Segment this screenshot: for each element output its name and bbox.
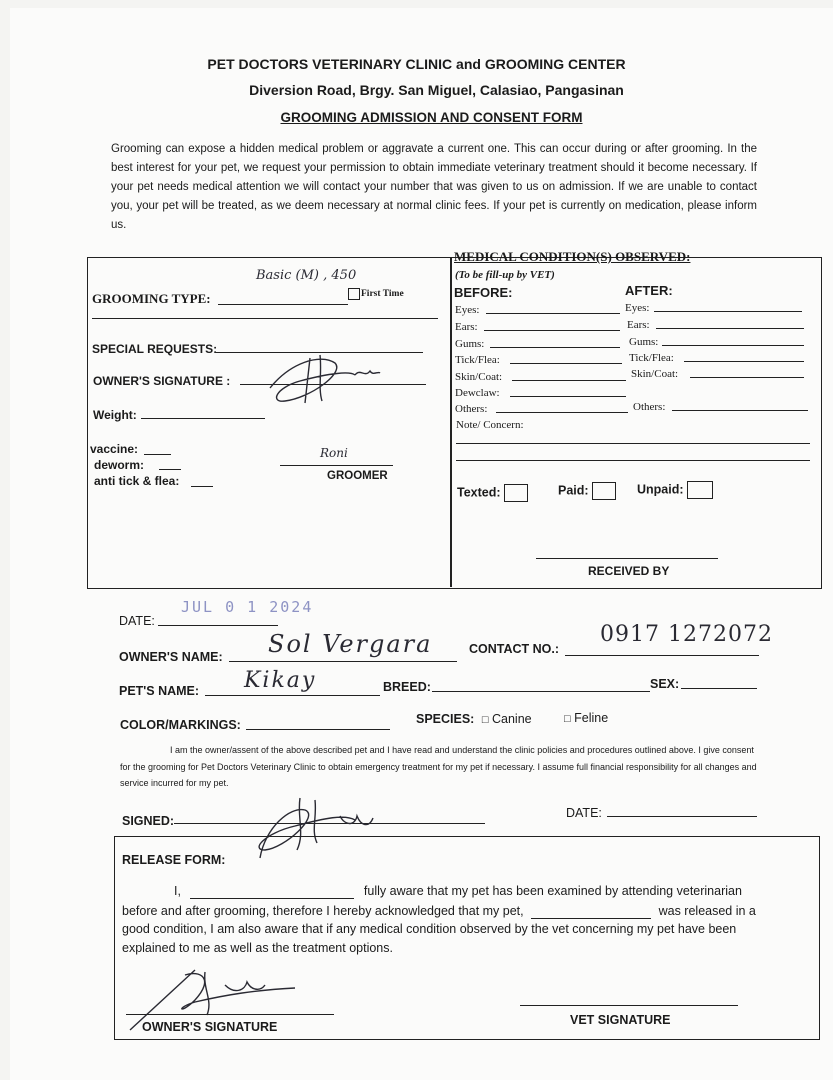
form-title: GROOMING ADMISSION AND CONSENT FORM bbox=[280, 110, 583, 125]
texted-field bbox=[457, 484, 528, 502]
before-skincoat-line[interactable] bbox=[512, 380, 626, 381]
feline-option: Feline bbox=[574, 711, 609, 725]
note-line-2[interactable] bbox=[456, 460, 810, 461]
date-label: DATE: bbox=[119, 614, 155, 628]
grooming-type-value: Basic (M) , 450 bbox=[256, 268, 357, 283]
deworm-line[interactable] bbox=[159, 469, 181, 470]
after-tickflea-label: Tick/Flea: bbox=[629, 352, 674, 364]
release-text-4: was released in a bbox=[658, 904, 756, 918]
grooming-type-line[interactable] bbox=[218, 304, 348, 305]
intro-paragraph bbox=[111, 140, 757, 235]
release-text-1: I, bbox=[174, 884, 181, 898]
before-gums-line[interactable] bbox=[490, 347, 620, 348]
received-by-line[interactable] bbox=[536, 558, 718, 559]
after-ears-label: Ears: bbox=[627, 319, 650, 331]
sex-label: SEX: bbox=[650, 677, 680, 691]
owner-name-label: OWNER'S NAME: bbox=[119, 650, 223, 664]
after-eyes-line[interactable] bbox=[654, 311, 802, 312]
sex-line[interactable] bbox=[681, 688, 757, 689]
note-line-1[interactable] bbox=[456, 443, 810, 444]
unpaid-field bbox=[637, 481, 713, 499]
release-name-blank[interactable] bbox=[190, 884, 354, 899]
before-eyes-label: Eyes: bbox=[455, 304, 480, 316]
after-skincoat-line[interactable] bbox=[690, 377, 804, 378]
before-eyes-line[interactable] bbox=[486, 313, 620, 314]
unpaid-checkbox[interactable] bbox=[687, 481, 713, 499]
grooming-extra-line[interactable] bbox=[92, 318, 438, 319]
before-dewclaw-line[interactable] bbox=[510, 396, 626, 397]
release-text-5: good condition, I am also aware that if any medical condition observed by the vet concerning my pet have been bbox=[122, 922, 737, 936]
texted-checkbox[interactable] bbox=[504, 484, 528, 502]
color-markings-line[interactable] bbox=[246, 729, 390, 730]
feline-checkbox[interactable]: □ bbox=[564, 713, 571, 725]
groomer-label: GROOMER bbox=[327, 470, 388, 482]
clinic-name: PET DOCTORS VETERINARY CLINIC and GROOMING CENTER bbox=[207, 56, 626, 72]
contact-label: CONTACT NO.: bbox=[469, 642, 560, 656]
before-ears-line[interactable] bbox=[484, 330, 620, 331]
before-others-line[interactable] bbox=[496, 412, 628, 413]
signed-label: SIGNED: bbox=[122, 814, 175, 828]
groomer-value: Roni bbox=[320, 446, 348, 460]
release-owner-signature-label: OWNER'S SIGNATURE bbox=[142, 1020, 278, 1034]
first-time-checkbox[interactable] bbox=[348, 288, 360, 300]
after-eyes-label: Eyes: bbox=[625, 302, 650, 314]
release-title: RELEASE FORM: bbox=[122, 853, 226, 867]
before-gums-label: Gums: bbox=[455, 338, 485, 350]
canine-option: Canine bbox=[491, 712, 532, 726]
before-others-label: Others: bbox=[455, 403, 488, 415]
before-dewclaw-label: Dewclaw: bbox=[455, 387, 500, 399]
before-ears-label: Ears: bbox=[455, 321, 478, 333]
species-label: SPECIES: bbox=[416, 712, 475, 726]
after-gums-label: Gums: bbox=[629, 336, 659, 348]
vet-signature-line[interactable] bbox=[520, 1005, 738, 1006]
pet-name-label: PET'S NAME: bbox=[119, 684, 200, 698]
vet-subtitle: (To be fill-up by VET) bbox=[455, 269, 555, 281]
paid-checkbox[interactable] bbox=[592, 482, 616, 500]
special-requests-label: SPECIAL REQUESTS: bbox=[92, 342, 218, 356]
owner-signature-drawing bbox=[260, 343, 390, 413]
owner-name-line[interactable] bbox=[229, 661, 457, 662]
before-skincoat-label: Skin/Coat: bbox=[455, 371, 503, 383]
pet-name-line[interactable] bbox=[205, 695, 380, 696]
unpaid-label: Unpaid: bbox=[637, 482, 684, 497]
consent-date-line[interactable] bbox=[607, 816, 757, 817]
breed-label: BREED: bbox=[383, 680, 431, 694]
release-line-2 bbox=[122, 904, 812, 919]
after-gums-line[interactable] bbox=[662, 345, 804, 346]
received-by-label: RECEIVED BY bbox=[588, 564, 670, 578]
date-stamp: JUL 0 1 2024 bbox=[181, 598, 314, 616]
texted-label: Texted: bbox=[457, 485, 501, 500]
consent-date-label: DATE: bbox=[566, 806, 602, 820]
species-field bbox=[416, 712, 532, 726]
after-ears-line[interactable] bbox=[656, 328, 804, 329]
medical-condition-title: MEDICAL CONDITION(S) OBSERVED: bbox=[454, 249, 691, 264]
release-owner-signature-line[interactable] bbox=[126, 1014, 334, 1015]
after-tickflea-line[interactable] bbox=[684, 361, 804, 362]
pet-name-value: Kikay bbox=[244, 668, 317, 693]
breed-line[interactable] bbox=[432, 691, 650, 692]
grooming-type-label: GROOMING TYPE: bbox=[92, 291, 211, 306]
paid-field bbox=[558, 482, 616, 500]
vet-signature-label: VET SIGNATURE bbox=[570, 1013, 671, 1027]
after-label: AFTER: bbox=[625, 283, 673, 298]
after-others-label: Others: bbox=[633, 401, 666, 413]
deworm-label: deworm: bbox=[94, 458, 145, 472]
before-tickflea-line[interactable] bbox=[510, 363, 622, 364]
before-tickflea-label: Tick/Flea: bbox=[455, 354, 500, 366]
weight-line[interactable] bbox=[141, 418, 265, 419]
first-time-label: First Time bbox=[361, 289, 404, 299]
paid-label: Paid: bbox=[558, 483, 589, 498]
before-label: BEFORE: bbox=[454, 285, 513, 300]
vaccine-label: vaccine: bbox=[90, 442, 139, 456]
release-line-1 bbox=[122, 884, 812, 899]
release-text-2: fully aware that my pet has been examined by attending veterinarian bbox=[363, 884, 742, 898]
after-others-line[interactable] bbox=[672, 410, 808, 411]
panel-divider bbox=[450, 257, 452, 587]
groomer-line[interactable] bbox=[280, 465, 393, 466]
contact-line[interactable] bbox=[565, 655, 759, 656]
clinic-address: Diversion Road, Brgy. San Miguel, Calasiao, Pangasinan bbox=[249, 82, 624, 98]
after-skincoat-label: Skin/Coat: bbox=[631, 368, 679, 380]
intro-text: Grooming can expose a hidden medical problem or aggravate a current one. This can occur during or after grooming. In the best interest for your pet, we request your permission to obtain immediate veterinary treatment should it become necessary. If your pet needs medical attention we will contact your number that was given to us on admission. If we are unable to contact you, your pet will be treated, as we deem necessary at normal clinic fees. If your pet is currently on medication, please inform us. bbox=[111, 143, 757, 231]
weight-label: Weight: bbox=[93, 408, 137, 422]
owner-name-value: Sol Vergara bbox=[268, 630, 433, 658]
release-text-6: explained to me as well as the treatment options. bbox=[122, 941, 393, 955]
feline-field bbox=[564, 711, 608, 725]
color-markings-label: COLOR/MARKINGS: bbox=[120, 718, 241, 732]
anti-tick-label: anti tick & flea: bbox=[94, 474, 180, 488]
vaccine-line[interactable] bbox=[144, 454, 171, 455]
owner-signature-label: OWNER'S SIGNATURE : bbox=[93, 374, 231, 388]
date-line[interactable] bbox=[158, 625, 278, 626]
release-pet-blank[interactable] bbox=[531, 904, 651, 919]
canine-checkbox[interactable]: □ bbox=[481, 714, 489, 726]
note-concern-label: Note/ Concern: bbox=[456, 419, 524, 431]
anti-tick-line[interactable] bbox=[191, 486, 213, 487]
release-text-3: before and after grooming, therefore I hereby acknowledged that my pet, bbox=[122, 904, 524, 918]
contact-value: 0917 1272072 bbox=[600, 622, 773, 647]
consent-text: I am the owner/assent of the above described pet and I have read and understand the clinic policies and procedures outlined above. I give consent for the grooming for Pet Doctors Veterinary Clinic to obtain emergency treatment for my pet if necessary. I assume full financial responsibility for all changes and service incurred for my pet. bbox=[120, 745, 757, 788]
